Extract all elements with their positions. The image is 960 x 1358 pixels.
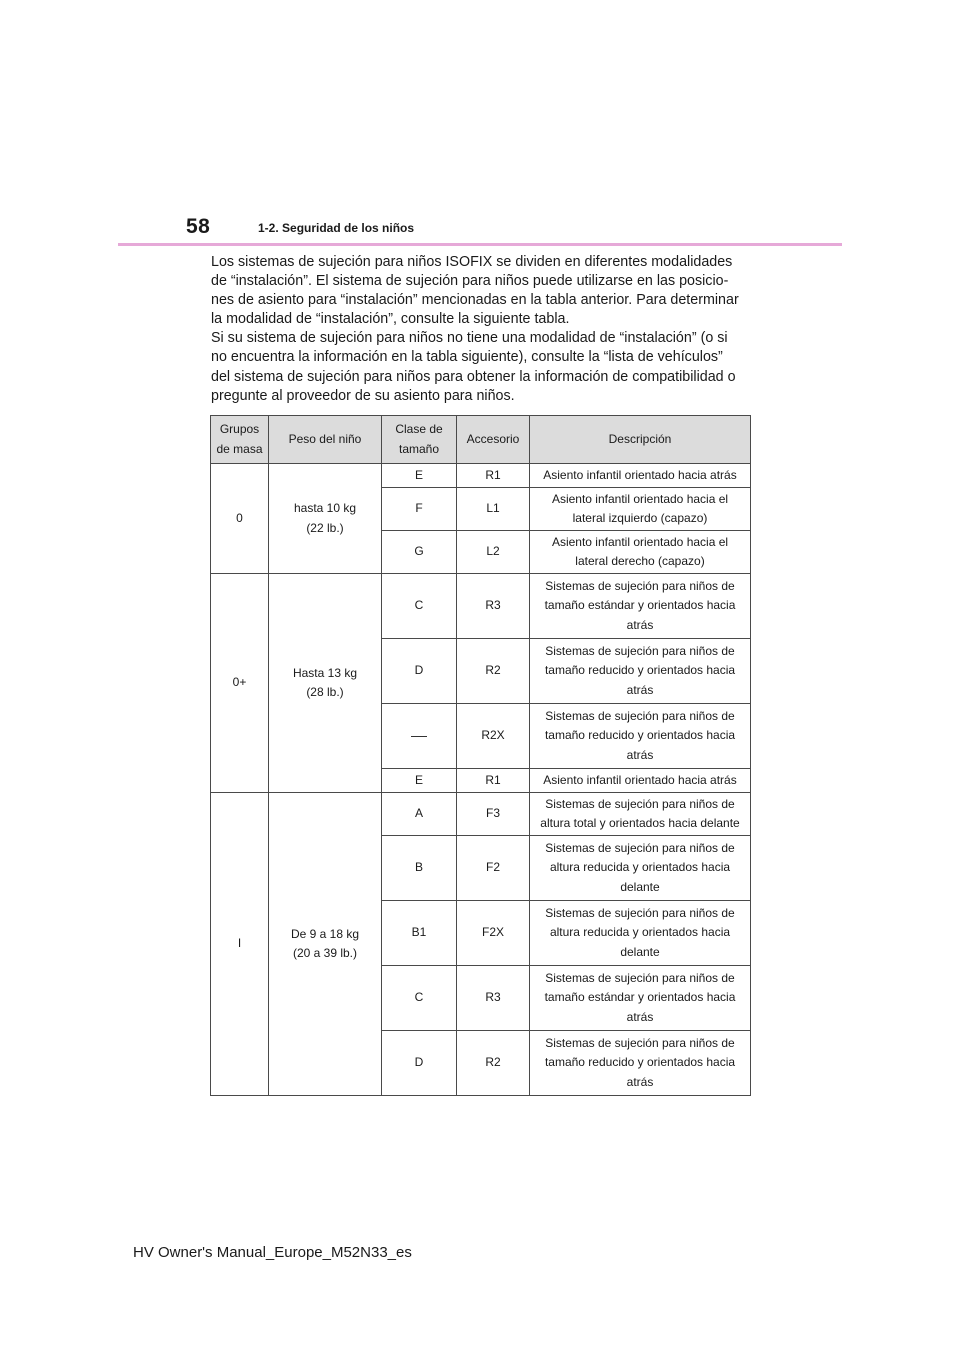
intro-line: del sistema de sujeción para niños para obtener la información de compatibilidad o	[211, 368, 736, 385]
accessory-cell: R3	[457, 966, 530, 1031]
header-mass-group: Grupos de masa	[211, 416, 269, 464]
size-class-cell	[382, 704, 457, 769]
description-cell	[530, 901, 751, 966]
description-cell	[530, 531, 751, 574]
description-line: atrás	[626, 682, 654, 697]
intro-line: Los sistemas de sujeción para niños ISOFIX se dividen en diferentes modalidades	[211, 254, 733, 270]
header-accessory: Accesorio	[457, 416, 530, 464]
description-line: tamaño reducido y orientados hacia	[544, 1055, 736, 1070]
description-line: Asiento infantil orientado hacia atrás	[543, 467, 737, 482]
description-line: altura reducida y orientados hacia	[549, 925, 731, 940]
description-line: Sistemas de sujeción para niños de	[545, 1035, 735, 1050]
accessory-cell: L2	[457, 531, 530, 574]
description-line: Sistemas de sujeción para niños de	[545, 643, 735, 658]
description-cell	[530, 488, 751, 531]
size-class-cell: B	[382, 836, 457, 901]
table-row	[211, 464, 751, 488]
accessory-cell: R1	[457, 769, 530, 793]
description-line: tamaño estándar y orientados hacia	[544, 598, 736, 613]
description-line: atrás	[626, 1074, 654, 1089]
description-cell	[530, 704, 751, 769]
size-class-cell: G	[382, 531, 457, 574]
weight-line: (22 lb.)	[306, 520, 344, 535]
description-cell	[530, 639, 751, 704]
table-row	[211, 574, 751, 639]
size-class-cell: A	[382, 793, 457, 836]
description-cell	[530, 1031, 751, 1096]
accessory-cell: L1	[457, 488, 530, 531]
description-line: Asiento infantil orientado hacia el	[551, 534, 729, 549]
description-cell	[530, 574, 751, 639]
description-line: lateral izquierdo (capazo)	[572, 511, 708, 525]
footer-manual-id: HV Owner's Manual_Europe_M52N33_es	[133, 1244, 412, 1261]
weight-line: hasta 10 kg	[293, 501, 357, 515]
accessory-cell: R1	[457, 464, 530, 488]
description-line: atrás	[626, 747, 654, 762]
description-line: tamaño reducido y orientados hacia	[544, 663, 736, 678]
mass-group-cell: 0+	[211, 574, 269, 793]
description-line: delante	[620, 944, 660, 959]
size-class-cell: B1	[382, 901, 457, 966]
header-weight: Peso del niño	[269, 416, 382, 464]
size-class-cell: C	[382, 574, 457, 639]
accessory-cell: R2X	[457, 704, 530, 769]
weight-line: Hasta 13 kg	[292, 665, 358, 680]
weight-line: (28 lb.)	[306, 685, 344, 699]
weight-cell	[269, 574, 382, 793]
table-body	[211, 464, 751, 1096]
description-line: Sistemas de sujeción para niños de	[545, 840, 735, 855]
size-class-none-dash	[411, 736, 427, 737]
weight-line: (20 a 39 lb.)	[292, 946, 358, 960]
size-class-cell: F	[382, 488, 457, 531]
description-cell	[530, 793, 751, 836]
intro-line: no encuentra la información en la tabla siguiente), consulte la “lista de vehículos”	[211, 349, 723, 366]
description-line: tamaño reducido y orientados hacia	[544, 728, 736, 743]
description-line: Asiento infantil orientado hacia atrás	[543, 772, 737, 787]
mass-group-cell: 0	[211, 464, 269, 574]
size-class-cell: E	[382, 464, 457, 488]
description-cell	[530, 836, 751, 901]
size-class-cell: D	[382, 1031, 457, 1096]
isofix-size-class-table	[210, 415, 751, 1096]
table-header-row	[211, 416, 751, 464]
description-line: Asiento infantil orientado hacia el	[551, 491, 729, 506]
accessory-cell: F2X	[457, 901, 530, 966]
description-cell	[530, 966, 751, 1031]
description-line: delante	[620, 879, 660, 894]
mass-group-cell: I	[211, 793, 269, 1096]
description-line: lateral derecho (capazo)	[575, 554, 705, 568]
size-class-cell: D	[382, 639, 457, 704]
intro-line: nes de asiento para “instalación” mencionadas en la tabla anterior. Para determinar	[211, 292, 739, 309]
weight-cell	[269, 793, 382, 1096]
description-line: altura total y orientados hacia delante	[540, 816, 740, 830]
size-class-cell: C	[382, 966, 457, 1031]
intro-paragraph	[211, 253, 751, 406]
page-number: 58	[186, 215, 211, 238]
weight-line: De 9 a 18 kg	[290, 926, 360, 941]
description-line: atrás	[626, 617, 654, 632]
header-divider	[118, 243, 842, 246]
intro-line: la modalidad de “instalación”, consulte la siguiente tabla.	[211, 311, 570, 328]
header-size-class: Clase de tamaño	[382, 416, 457, 464]
description-cell	[530, 769, 751, 793]
accessory-cell: F3	[457, 793, 530, 836]
accessory-cell: F2	[457, 836, 530, 901]
accessory-cell: R2	[457, 639, 530, 704]
description-cell	[530, 464, 751, 488]
weight-cell	[269, 464, 382, 574]
description-line: Sistemas de sujeción para niños de	[545, 708, 735, 723]
description-line: Sistemas de sujeción para niños de	[545, 796, 735, 811]
intro-line: pregunte al proveedor de su asiento para niños.	[211, 387, 515, 404]
accessory-cell: R2	[457, 1031, 530, 1096]
description-line: atrás	[626, 1009, 654, 1024]
intro-line: Si su sistema de sujeción para niños no tiene una modalidad de “instalación” (o si	[211, 330, 728, 347]
description-line: tamaño estándar y orientados hacia	[544, 990, 736, 1005]
description-line: Sistemas de sujeción para niños de	[545, 970, 735, 985]
header-description: Descripción	[530, 416, 751, 464]
description-line: altura reducida y orientados hacia	[549, 860, 731, 875]
description-line: Sistemas de sujeción para niños de	[545, 905, 735, 920]
table-row	[211, 793, 751, 836]
section-title: 1-2. Seguridad de los niños	[258, 221, 415, 235]
description-line: Sistemas de sujeción para niños de	[545, 578, 735, 593]
size-class-cell: E	[382, 769, 457, 793]
accessory-cell: R3	[457, 574, 530, 639]
intro-line: de “instalación”. El sistema de sujeción para niños puede utilizarse en las posicio-	[211, 273, 729, 290]
